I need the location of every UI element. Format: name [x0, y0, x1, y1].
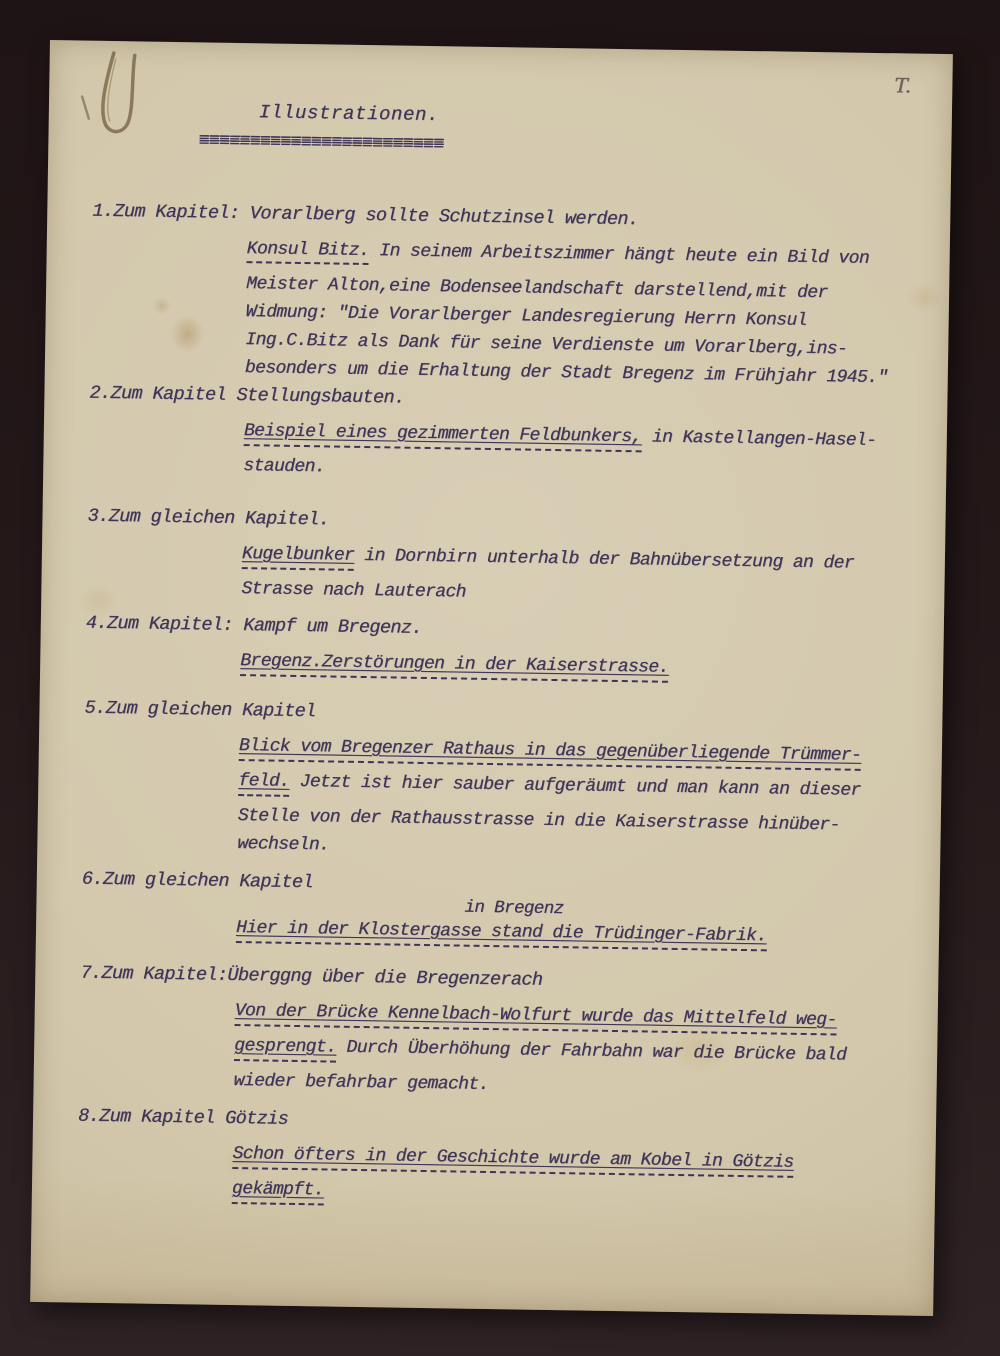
body-line: [243, 452, 920, 491]
body-line: [242, 540, 919, 579]
item-caption-body: [237, 732, 916, 869]
body-line: [239, 732, 916, 771]
list-item: [81, 869, 914, 960]
text-segment: besonders um die Erhaltung der Stadt Bregenz im Frühjahr 1945.": [244, 358, 888, 389]
list-item: [86, 506, 919, 614]
body-line: [247, 235, 924, 274]
text-segment: In seinem Arbeitszimmer hängt heute ein Bild von: [368, 241, 870, 269]
item-heading: 1.Zum Kapitel: Vorarlberg sollte Schutzinsel werden.: [92, 200, 639, 231]
item-caption-body: [241, 540, 919, 614]
body-line: [234, 1032, 911, 1071]
body-line: [232, 1175, 909, 1214]
list-item: [77, 1106, 910, 1221]
underlined-text-segment: Bregenz.Zerstörungen in der Kaiserstrasse.: [240, 651, 669, 683]
underlined-text-segment: gekämpft.: [232, 1179, 324, 1205]
underlined-text-segment: feld.: [238, 771, 289, 797]
pencil-page-mark: T.: [894, 73, 912, 98]
item-heading: 7.Zum Kapitel:Überggng über die Bregenzerach: [80, 962, 543, 991]
text-segment: in Bregenz: [464, 897, 564, 920]
underlined-text-segment: Blick vom Bregenzer Rathaus in das gegenüberliegende Trümmer-: [239, 736, 862, 771]
body-line: [232, 1140, 909, 1179]
body-line: [238, 767, 915, 806]
underlined-text-segment: Konsul Bitz.: [247, 239, 370, 265]
illustration-list: [30, 40, 953, 1316]
list-item: [82, 698, 916, 869]
item-caption-body: [236, 894, 914, 953]
underlined-text-segment: Beispiel eines gezimmerten Feldbunkers,: [244, 421, 642, 452]
text-segment: in Kastellangen-Hasel-: [641, 427, 877, 452]
item-heading: 2.Zum Kapitel Stellungsbauten.: [89, 382, 405, 409]
item-caption-body: [240, 647, 917, 686]
underlined-text-segment: Schon öfters in der Geschichte wurde am Kobel in Götzis: [232, 1144, 793, 1178]
text-segment: Strasse nach Lauterach: [241, 579, 466, 603]
underlined-text-segment: gesprengt.: [234, 1036, 336, 1063]
text-segment: in Dornbirn unterhalb der Bahnübersetzung an der: [354, 545, 855, 574]
item-caption-body: [233, 997, 911, 1106]
text-segment: Widmung: "Die Vorarlberger Landesregierung Herrn Konsul: [245, 302, 807, 331]
text-segment: wieder befahrbar gemacht.: [233, 1071, 489, 1096]
underlined-text-segment: Hier in der Klostergasse stand die Trüdinger-Fabrik.: [236, 918, 767, 951]
list-item: [88, 383, 921, 491]
body-line: [233, 1067, 910, 1106]
item-caption-body: [245, 235, 924, 393]
item-caption-body: [243, 417, 921, 491]
text-segment: Durch Überhöhung der Fahrbahn war die Brücke bald: [336, 1037, 847, 1066]
item-heading: 5.Zum gleichen Kapitel: [84, 697, 316, 723]
underlined-text-segment: Kugelbunker: [242, 544, 355, 571]
text-segment: Stelle von der Rathausstrasse in die Kaiserstrasse hinüber-: [237, 806, 840, 836]
item-caption-body: [232, 1140, 910, 1214]
text-segment: wechseln.: [237, 834, 330, 856]
item-heading: 4.Zum Kapitel: Kampf um Bregenz.: [85, 612, 423, 639]
text-segment: Jetzt ist hier sauber aufgeräumt und man kann an dieser: [289, 771, 861, 801]
list-item: [90, 201, 925, 393]
item-heading: 3.Zum gleichen Kapitel.: [87, 505, 330, 531]
document-page: [30, 40, 953, 1316]
body-line: [244, 417, 921, 456]
body-line: [240, 647, 917, 686]
text-segment: Ing.C.Bitz als Dank für seine Verdienste um Vorarlberg,ins-: [245, 330, 848, 360]
underlined-text-segment: Von der Brücke Kennelbach-Wolfurt wurde das Mittelfeld weg-: [235, 1001, 837, 1035]
page-title: Illustrationen.: [258, 101, 440, 127]
body-line: [241, 575, 918, 614]
list-item: [78, 963, 912, 1106]
text-segment: Meister Alton,eine Bodenseelandschaft darstellend,mit der: [246, 274, 828, 304]
text-segment: stauden.: [243, 456, 326, 478]
title-underline-rule: ========================: [198, 128, 444, 155]
item-heading: 6.Zum gleichen Kapitel: [81, 868, 314, 894]
list-item: [85, 613, 918, 693]
body-line: [235, 997, 912, 1036]
item-heading: 8.Zum Kapitel Götzis: [77, 1105, 289, 1130]
